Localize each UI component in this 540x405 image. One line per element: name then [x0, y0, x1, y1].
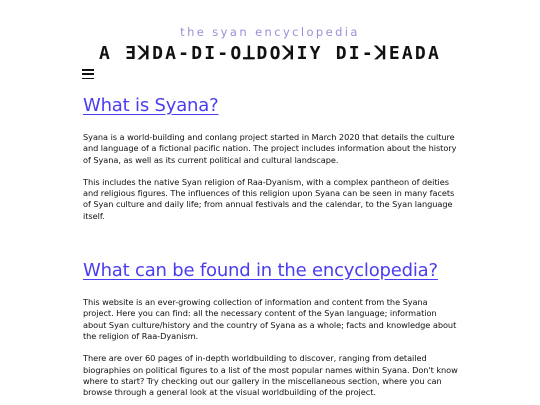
site-header [0, 0, 540, 64]
section-heading-what-can-be-found[interactable] [83, 259, 458, 283]
section-heading-link[interactable]: What is Syana? [83, 95, 219, 116]
section-spacer [83, 233, 458, 257]
section-heading-what-is-syana[interactable] [83, 94, 458, 118]
paragraph: Syana is a world-building and conlang project started in March 2020 that details the culture and language of a fictional pacific nation. The project includes information about the history of Syana, as well as its current political and cultural landscape. [83, 132, 457, 165]
main-content [83, 92, 458, 405]
menu-bar-bottom [82, 78, 94, 80]
hamburger-menu-icon[interactable] [82, 67, 96, 81]
section-heading-link[interactable]: What can be found in the encyclopedia? [83, 260, 438, 282]
paragraph: There are over 60 pages of in-depth worldbuilding to discover, ranging from detailed biographies on political figures to a list of the most popular names within Syana. Don't know where to start? Try checking out our gallery in the miscellaneous section, where you can browse through a general look at the visual worldbuilding of the project. [83, 353, 458, 398]
paragraph: This includes the native Syan religion of Raa-Dyanism, with a complex pantheon of deities and religious figures. The influences of this religion upon Syana can be seen in many facets of Syan culture and daily life; from annual festivals and the calendar, to the Syan language itself. [83, 176, 455, 221]
site-title-syan-script[interactable]: A ƎꓘDA-DI-OꓕDOꓘIY DI-ꓘEADA [98, 43, 442, 64]
menu-bar-middle [82, 73, 94, 75]
site-subtitle: the syan encyclopedia [180, 25, 360, 39]
section-what-is-syana [83, 94, 458, 222]
paragraph: This website is an ever-growing collection of information and content from the Syana project. Here you can find: all the necessary content of the Syan language; information about Syan culture/history and the country of Syana as a whole; facts and knowledge about the religion of Raa-Dyanism. [83, 297, 457, 341]
menu-bar-top [82, 69, 94, 71]
section-what-can-be-found [83, 259, 458, 398]
